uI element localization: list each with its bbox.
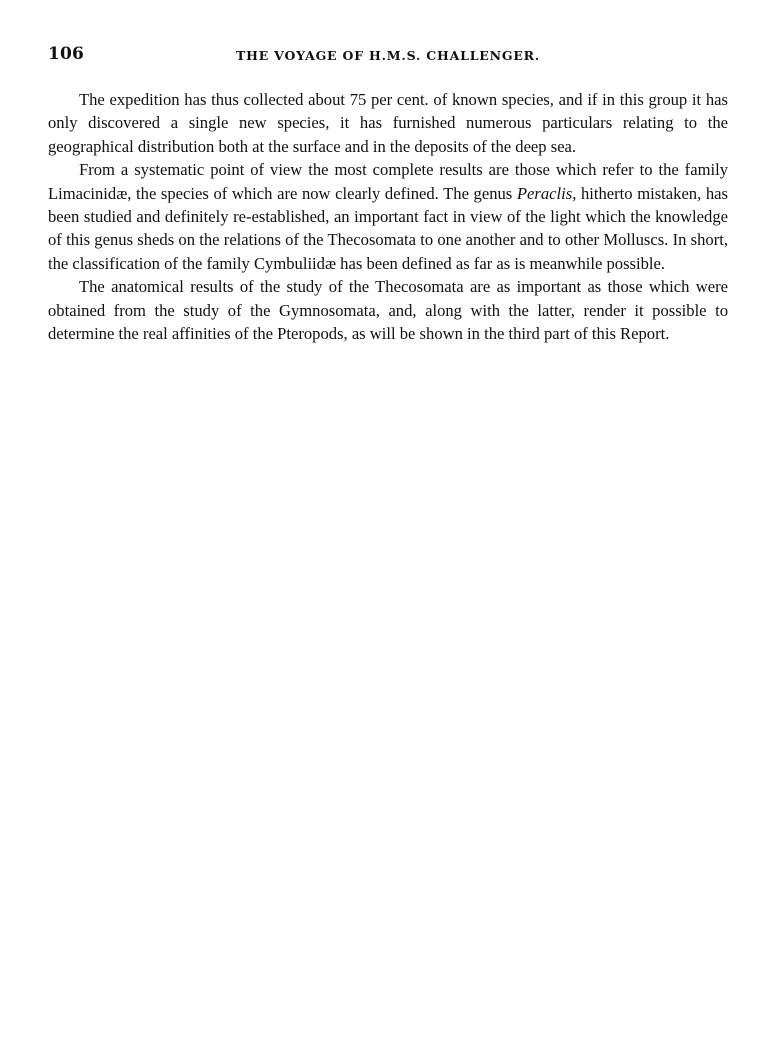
- paragraph-2-rest: hitherto mistaken, has been studied and definitely re-established, an important fact in view of the light which the knowledge of this genus sheds on the relations of the Thecosomata to one another and to other Molluscs. In short, the classification of the family Cymbuliidæ has been defined as far as is meanwhile possible.: [48, 183, 728, 273]
- genus-name-peraclis: Peraclis,: [516, 183, 577, 203]
- page-number: 106: [48, 44, 85, 64]
- paragraph-3: The anatomical results of the study of the Thecosomata are as important as those which were obtained from the study of the Gymnosomata, and, along with the latter, render it possible to determine the real affinities of the Pteropods, as will be shown in the third part of this Report.: [48, 277, 728, 344]
- running-title: THE VOYAGE OF H.M.S. CHALLENGER.: [235, 48, 541, 63]
- body-text: [48, 88, 728, 345]
- paragraph-1: The expedition has thus collected about 75 per cent. of known species, and if in this group it has only discovered a single new species, it has furnished numerous particulars relating to the geographical distribution both at the surface and in the deposits of the deep sea.: [48, 90, 728, 156]
- paragraph-2-lead: From a systematic point of view the most complete results are those which refer to the family Limacinidæ, the species of which are now clearly defined. The genus: [48, 160, 728, 203]
- paragraph-2: [48, 158, 728, 275]
